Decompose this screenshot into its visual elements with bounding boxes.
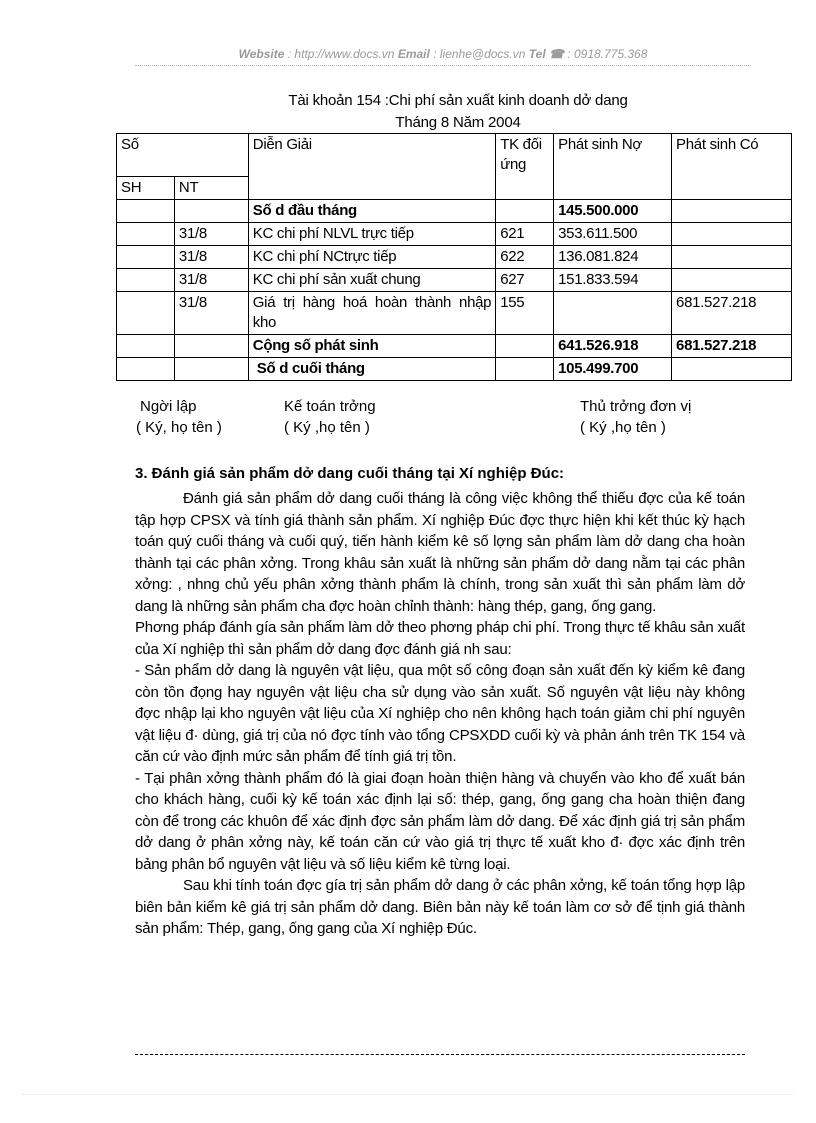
website-value[interactable]: : http://www.docs.vn [287,47,395,61]
cell-tk [496,335,554,358]
cell-nt: 31/8 [174,223,248,246]
ledger-title [118,90,798,134]
cell-sh [117,335,175,358]
cell-desc: Giá trị hàng hoá hoàn thành nhập kho [248,292,495,335]
preparer-title: Ngời lập [140,398,197,415]
cell-co [672,246,792,269]
cell-no: 151.833.594 [554,269,672,292]
director-note: ( Ký ,họ tên ) [580,419,666,436]
signature-director [580,396,691,438]
accountant-title: Kế toán trởng [284,398,376,415]
header-so: Số [117,134,249,177]
paragraph: Đánh giá sản phẩm dở dang cuối tháng là công việc không thể thiếu đợc của kế toán tập hợp CPSX và tính giá thành sản phẩm. Xí nghiệp Đúc đợc thực hiện khi kết thúc kỳ hạch toán quý cuối tháng và cuối quý, tiến hành kiểm kê số lợng sản phẩm làm dở dang cha hoàn thành tại các phân xởng. Trong khâu sản xuất là những sản phẩm dở dang nằm tại các phân xởng: , nhng chủ yếu phân xởng thành phẩm là chính, trong sản xuất thì sản phẩm làm dở dang là những sản phẩm cha đợc hoàn chỉnh thành: hàng thép, gang, ống gang. [135,490,745,615]
table-row [117,223,792,246]
cell-desc: KC chi phí sản xuất chung [248,269,495,292]
table-row [117,246,792,269]
tel-value: : 0918.775.368 [567,47,648,61]
cell-tk [496,200,554,223]
preparer-note: ( Ký, họ tên ) [136,419,222,436]
paragraph: Phơng pháp đánh gía sản phẩm làm dở theo phơng pháp chi phí. Trong thực tế khâu sản xuất của Xí nghiệp thì sản phẩm dở dang đợc đánh giá nh sau: [135,619,745,658]
cell-sh [117,292,175,335]
table-row [117,292,792,335]
cell-nt: 31/8 [174,292,248,335]
ledger-title-line1: Tài khoản 154 :Chi phí sản xuất kinh doanh dở dang [288,92,628,109]
table-row [117,358,792,381]
cell-co [672,200,792,223]
cell-co: 681.527.218 [672,292,792,335]
cell-tk [496,358,554,381]
cell-desc: Số d đầu tháng [248,200,495,223]
signature-accountant [284,396,376,438]
cell-no: 641.526.918 [554,335,672,358]
header-nt: NT [174,177,248,200]
paragraph: - Sản phẩm dở dang là nguyên vật liệu, qua một số công đoạn sản xuất đến kỳ kiểm kê đang còn tồn đọng hay nguyên vật liệu cha sử dụng vào sản xuất. Số nguyên vật liệu này không đợc nhập lại kho nguyên vật liệu của Xí nghiệp cho nên không hạch toán giảm chi phí nguyên vật liệu đ· dùng, giá trị của nó đợc tính vào tổng CPSXDD cuối kỳ và phản ánh trên TK 154 và căn cứ vào định mức sản phẩm để tính giá trị tồn. [135,662,745,765]
header-phat-sinh-no: Phát sinh Nợ [554,134,672,200]
website-label: Website [238,47,285,61]
cell-nt [174,200,248,223]
paragraph: - Tại phân xởng thành phẩm đó là giai đoạn hoàn thiện hàng và chuyển vào kho để xuất bán cho khách hàng, cuối kỳ kế toán xác định lại số: thép, gang, ống gang cha hoàn thiện đang còn để trong các khuôn để xác định đợc sản phẩm làm dở dang. Để xác định giá trị sản phẩm dở dang ở phân xởng này, kế toán căn cứ vào giá trị thực tế xuất kho đ· đợc xác định trên bảng phân bổ nguyên vật liệu và số liệu kiểm kê từng loại. [135,769,745,873]
cell-nt [174,335,248,358]
cell-nt: 31/8 [174,246,248,269]
table-row [117,200,792,223]
ledger-table [116,133,792,381]
table-row [117,269,792,292]
cell-sh [117,269,175,292]
footer-divider [135,1054,745,1055]
cell-co [672,269,792,292]
cell-no [554,292,672,335]
header-divider [135,65,751,66]
email-label: Email [397,47,430,61]
header-tk-doi-ung: TK đối ứng [496,134,554,200]
cell-desc: Cộng số phát sinh [248,335,495,358]
cell-sh [117,200,175,223]
ledger-title-line2: Tháng 8 Năm 2004 [395,114,521,131]
cell-sh [117,246,175,269]
header-sh: SH [117,177,175,200]
paragraph: Sau khi tính toán đợc gía trị sản phẩm dở dang ở các phân xởng, kế toán tổng hợp lập biên bản kiểm kê giá trị sản phẩm dở dang. Biên bản này kế toán làm cơ sở để tịnh giá thành sản phẩm: Thép, gang, ống gang của Xí nghiệp Đúc. [135,877,745,937]
cell-co [672,358,792,381]
cell-desc: KC chi phí NCtrực tiếp [248,246,495,269]
director-title: Thủ trởng đơn vị [580,398,692,415]
cell-co [672,223,792,246]
cell-no: 136.081.824 [554,246,672,269]
cell-tk: 621 [496,223,554,246]
header-dien-giai: Diễn Giải [248,134,495,200]
page-bottom-divider [22,1094,794,1095]
cell-tk: 627 [496,269,554,292]
signature-preparer [136,396,222,438]
cell-nt [174,358,248,381]
cell-sh [117,358,175,381]
cell-desc: Số d cuối tháng [248,358,495,381]
tel-label: Tel ☎ [528,47,564,61]
cell-tk: 622 [496,246,554,269]
email-value[interactable]: : lienhe@docs.vn [433,47,526,61]
cell-no: 145.500.000 [554,200,672,223]
header-phat-sinh-co: Phát sinh Có [672,134,792,200]
cell-co: 681.527.218 [672,335,792,358]
section-body [135,488,745,940]
cell-sh [117,223,175,246]
cell-no: 105.499.700 [554,358,672,381]
page-header [135,47,751,61]
section-heading: 3. Đánh giá sản phẩm dở dang cuối tháng tại Xí nghiệp Đúc: [135,465,565,482]
cell-no: 353.611.500 [554,223,672,246]
cell-tk: 155 [496,292,554,335]
cell-nt: 31/8 [174,269,248,292]
accountant-note: ( Ký ,họ tên ) [284,419,370,436]
cell-desc: KC chi phí NLVL trực tiếp [248,223,495,246]
table-header-row [117,134,792,177]
table-row [117,335,792,358]
